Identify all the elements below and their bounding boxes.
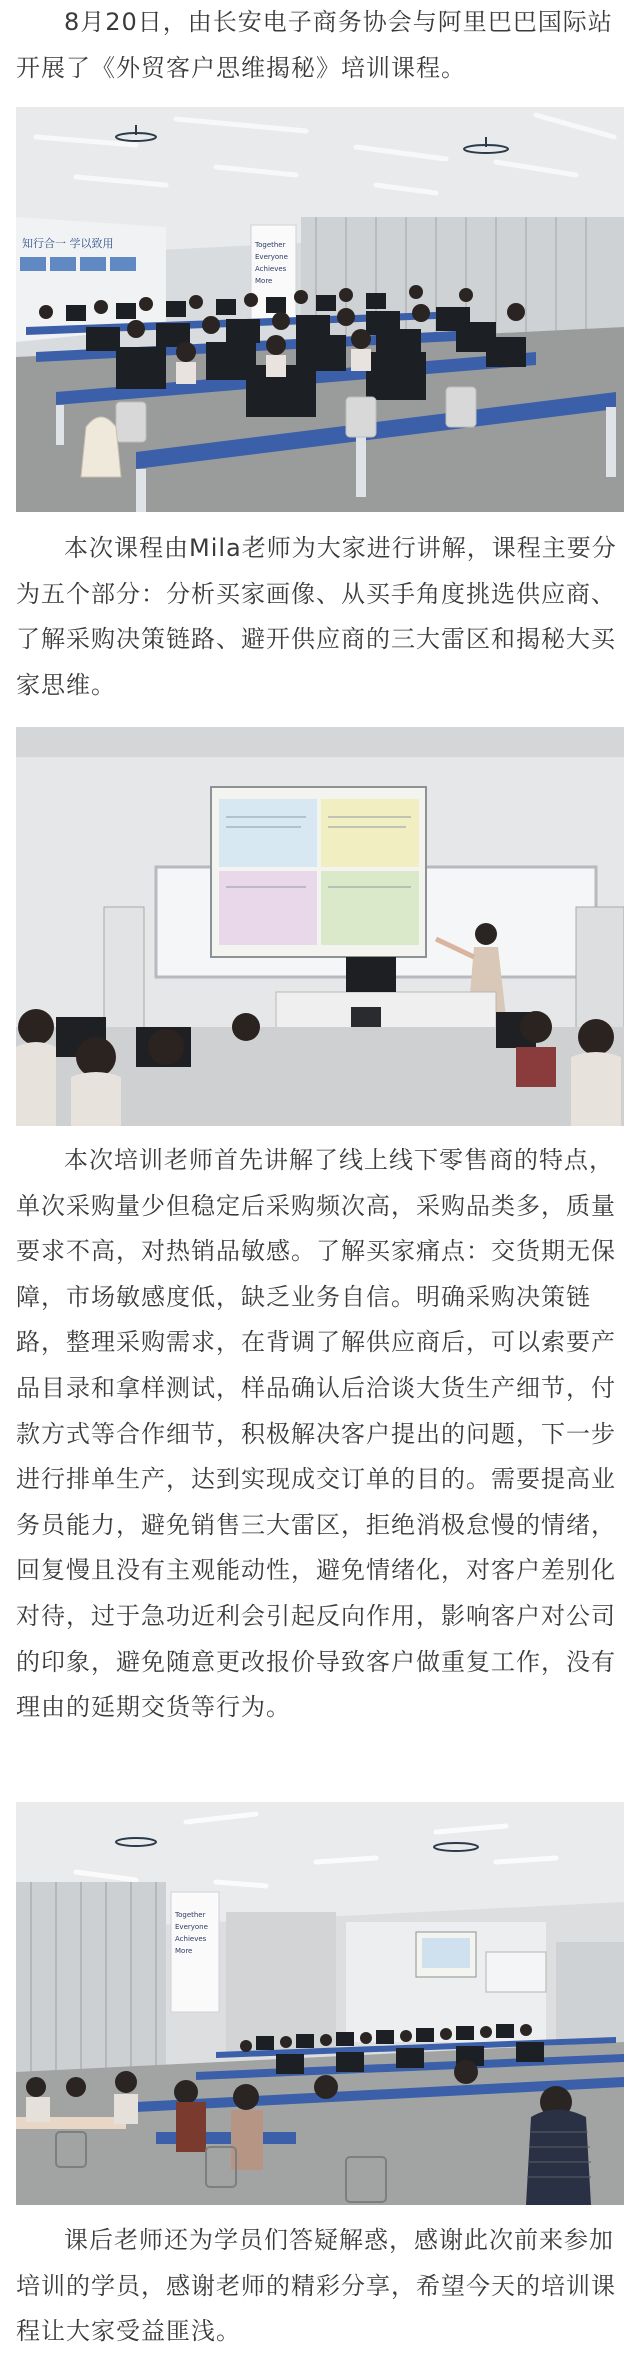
classroom-photo-3-image xyxy=(16,1802,624,2205)
classroom-photo-1 xyxy=(16,107,624,512)
training-content-paragraph: 本次培训老师首先讲解了线上线下零售商的特点，单次采购量少但稳定后采购频次高，采购品类多，质量要求不高，对热销品敏感。了解买家痛点：交货期无保障，市场敏感度低，缺乏业务自信。明确采购决策链路，整理采购需求，在背调了解供应商后，可以索要产品目录和拿样测试，样品确认后洽谈大货生产细节，付款方式等合作细节，积极解决客户提出的问题，下一步进行排单生产，达到实现成交订单的目的。需要提高业务员能力，避免销售三大雷区，拒绝消极怠慢的情绪，回复慢且没有主观能动性，避免情绪化，对客户差别化对待，过于急功近利会引起反向作用，影响客户对公司的印象，避免随意更改报价导致客户做重复工作，没有理由的延期交货等行为。 xyxy=(16,1146,616,1722)
classroom-photo-3 xyxy=(16,1802,624,2205)
classroom-photo-2 xyxy=(16,727,624,1126)
banner-word: Everyone xyxy=(175,1923,208,1931)
banner-word: Achieves xyxy=(255,265,287,273)
intro-paragraph: 8月20日，由长安电子商务协会与阿里巴巴国际站开展了《外贸客户思维揭秘》培训课程。 xyxy=(16,8,613,82)
classroom-photo-2-image xyxy=(16,727,624,1126)
closing-paragraph: 课后老师还为学员们答疑解惑，感谢此次前来参加培训的学员，感谢老师的精彩分享，希望今天的培训课程让大家受益匪浅。 xyxy=(16,2226,616,2346)
wall-slogan-1: 知行合一 学以致用 xyxy=(22,237,114,250)
banner-word: Together xyxy=(255,241,286,249)
banner-word: Achieves xyxy=(175,1935,207,1943)
banner-word: Everyone xyxy=(255,253,288,261)
banner-word: More xyxy=(255,277,273,285)
course-outline-paragraph: 本次课程由Mila老师为大家进行讲解，课程主要分为五个部分：分析买家画像、从买手角度挑选供应商、了解采购决策链路、避开供应商的三大雷区和揭秘大买家思维。 xyxy=(16,534,617,699)
banner-word: More xyxy=(175,1947,193,1955)
banner-word: Together xyxy=(175,1911,206,1919)
classroom-photo-1-image xyxy=(16,107,624,512)
